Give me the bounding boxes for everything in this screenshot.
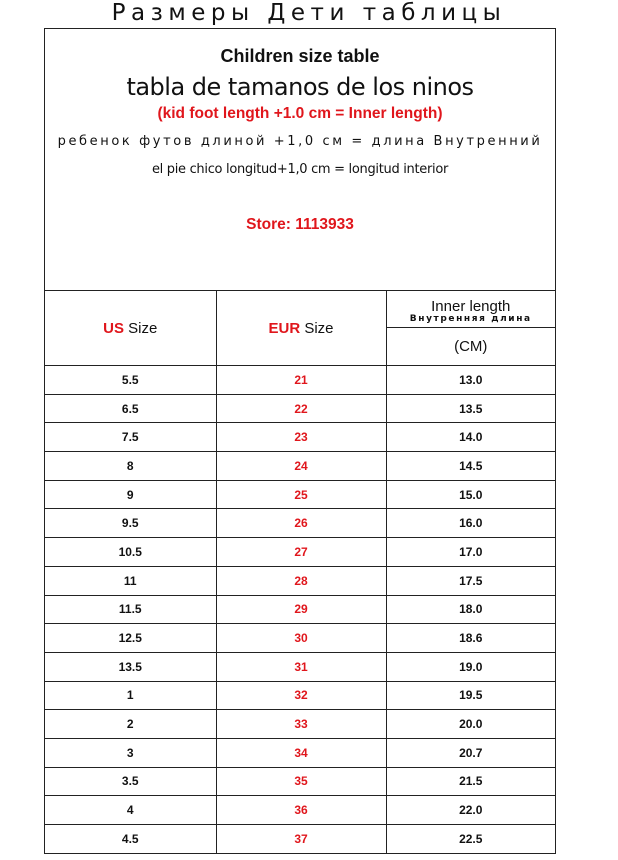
table-row <box>45 652 555 681</box>
inner-length-cell: 19.0 <box>386 652 555 681</box>
table-row <box>45 767 555 796</box>
eur-size-header <box>216 291 386 366</box>
eur-prefix: EUR <box>268 319 301 337</box>
eur-size-cell: 26 <box>216 509 386 538</box>
eur-size-cell: 35 <box>216 767 386 796</box>
table-row <box>45 681 555 710</box>
us-size-cell: 11.5 <box>45 595 216 624</box>
us-size-cell: 8 <box>45 452 216 481</box>
eur-suffix: Size <box>300 319 334 337</box>
table-row <box>45 423 555 452</box>
table-row <box>45 538 555 567</box>
formula-english: (kid foot length +1.0 cm = Inner length) <box>157 105 443 122</box>
us-size-cell: 12.5 <box>45 624 216 653</box>
eur-size-cell: 23 <box>216 423 386 452</box>
inner-length-cell: 14.5 <box>386 452 555 481</box>
chart-header <box>45 29 555 291</box>
inner-length-cell: 19.5 <box>386 681 555 710</box>
inner-length-cell: 15.0 <box>386 480 555 509</box>
us-size-cell: 3 <box>45 738 216 767</box>
eur-size-cell: 29 <box>216 595 386 624</box>
us-size-cell: 9.5 <box>45 509 216 538</box>
formula-spanish: el pie chico longitud+1,0 cm = longitud interior <box>151 162 449 177</box>
table-row <box>45 825 555 853</box>
store-number: Store: 1113933 <box>246 216 354 233</box>
title-english: Children size table <box>220 46 380 66</box>
inner-length-cell: 22.5 <box>386 825 555 853</box>
eur-size-cell: 27 <box>216 538 386 567</box>
inner-length-cell: 20.0 <box>386 710 555 739</box>
table-header-row <box>45 291 555 366</box>
us-size-header <box>45 291 216 366</box>
table-row <box>45 566 555 595</box>
us-size-cell: 2 <box>45 710 216 739</box>
eur-size-cell: 28 <box>216 566 386 595</box>
eur-size-cell: 32 <box>216 681 386 710</box>
us-size-cell: 4.5 <box>45 825 216 853</box>
eur-size-cell: 31 <box>216 652 386 681</box>
table-row <box>45 738 555 767</box>
table-row <box>45 394 555 423</box>
eur-size-cell: 36 <box>216 796 386 825</box>
table-row <box>45 595 555 624</box>
inner-length-cell: 17.0 <box>386 538 555 567</box>
inner-length-header <box>386 291 555 366</box>
us-size-cell: 7.5 <box>45 423 216 452</box>
inner-length-cell: 14.0 <box>386 423 555 452</box>
size-chart <box>44 28 556 854</box>
inner-length-cell: 17.5 <box>386 566 555 595</box>
eur-size-cell: 22 <box>216 394 386 423</box>
eur-size-cell: 37 <box>216 825 386 853</box>
size-table <box>45 291 555 853</box>
formula-russian: ребенок футов длиной +1,0 см = длина Внутренний <box>57 134 543 149</box>
inner-length-cell: 16.0 <box>386 509 555 538</box>
eur-size-cell: 21 <box>216 366 386 395</box>
table-row <box>45 452 555 481</box>
title-spanish: tabla de tamanos de los ninos <box>126 73 474 101</box>
inner-length-cell: 20.7 <box>386 738 555 767</box>
table-row <box>45 710 555 739</box>
table-row <box>45 796 555 825</box>
eur-size-cell: 24 <box>216 452 386 481</box>
inner-length-cell: 22.0 <box>386 796 555 825</box>
inner-length-cell: 21.5 <box>386 767 555 796</box>
table-row <box>45 624 555 653</box>
eur-size-cell: 30 <box>216 624 386 653</box>
eur-size-cell: 25 <box>216 480 386 509</box>
us-size-cell: 9 <box>45 480 216 509</box>
table-row <box>45 366 555 395</box>
us-size-cell: 10.5 <box>45 538 216 567</box>
us-size-cell: 6.5 <box>45 394 216 423</box>
eur-size-cell: 33 <box>216 710 386 739</box>
table-row <box>45 480 555 509</box>
us-size-cell: 5.5 <box>45 366 216 395</box>
eur-size-cell: 34 <box>216 738 386 767</box>
table-row <box>45 509 555 538</box>
inner-length-cell: 13.0 <box>386 366 555 395</box>
inner-length-cell: 13.5 <box>386 394 555 423</box>
inner-length-cell: 18.0 <box>386 595 555 624</box>
us-size-cell: 3.5 <box>45 767 216 796</box>
us-prefix: US <box>103 319 124 337</box>
inner-length-label: Inner length <box>431 298 511 315</box>
us-suffix: Size <box>123 319 158 337</box>
inner-length-label-ru: Внутренняя длина <box>409 314 532 324</box>
inner-length-unit: (CM) <box>454 338 488 355</box>
us-size-cell: 1 <box>45 681 216 710</box>
inner-length-cell: 18.6 <box>386 624 555 653</box>
page-title: Размеры Дети таблицы <box>111 0 507 26</box>
us-size-cell: 11 <box>45 566 216 595</box>
us-size-cell: 4 <box>45 796 216 825</box>
us-size-cell: 13.5 <box>45 652 216 681</box>
